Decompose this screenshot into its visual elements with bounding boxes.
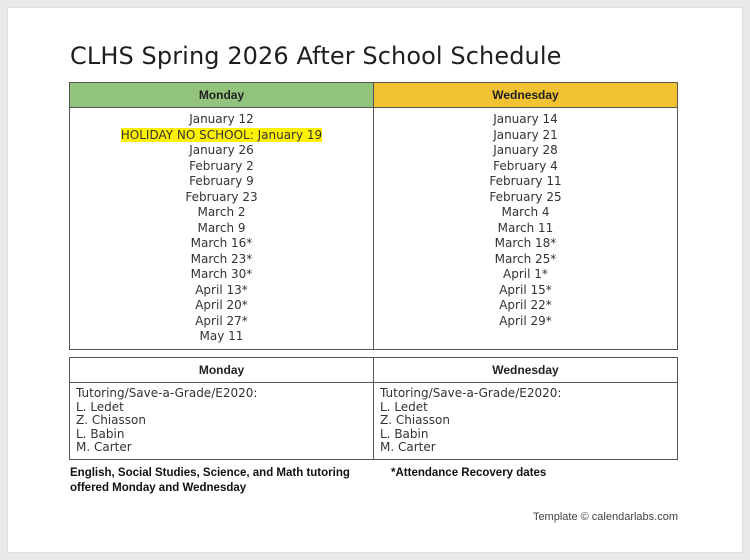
tutoring-monday-cell xyxy=(70,383,374,460)
teacher-name: L. Ledet xyxy=(380,399,428,414)
tutoring-table xyxy=(69,357,678,460)
date-item: January 12 xyxy=(189,112,254,126)
holiday-highlight: HOLIDAY NO SCHOOL: January 19 xyxy=(120,127,323,142)
date-item: April 20* xyxy=(195,298,248,312)
tutoring-monday-header: Monday xyxy=(70,358,374,383)
date-item: March 16* xyxy=(190,236,253,250)
teacher-name: Z. Chiasson xyxy=(76,413,146,427)
date-item: April 13* xyxy=(195,282,248,297)
page-title: CLHS Spring 2026 After School Schedule xyxy=(70,42,562,70)
date-item: February 4 xyxy=(493,158,558,173)
date-item: April 29* xyxy=(499,313,552,328)
monday-header: Monday xyxy=(70,83,374,108)
date-item: February 9 xyxy=(189,174,254,188)
tutoring-wednesday-cell xyxy=(374,383,678,460)
holiday-date-item xyxy=(70,128,373,144)
date-item: March 25* xyxy=(494,251,557,266)
document-page xyxy=(8,8,742,552)
date-item: February 23 xyxy=(185,189,258,204)
wednesday-date-list xyxy=(374,112,677,329)
date-item: May 11 xyxy=(199,329,244,343)
tutoring-program: Tutoring/Save-a-Grade/E2020: xyxy=(76,386,258,400)
date-item: March 2 xyxy=(197,205,246,219)
tutoring-note: English, Social Studies, Science, and Math tutoring offered Monday and Wednesday xyxy=(70,467,350,494)
date-item: March 23* xyxy=(190,251,253,266)
date-item: March 11 xyxy=(497,220,554,235)
teacher-name: M. Carter xyxy=(380,440,436,454)
date-item: February 2 xyxy=(189,158,254,173)
date-item: April 1* xyxy=(503,267,548,281)
date-item: February 11 xyxy=(489,174,562,188)
attendance-note: *Attendance Recovery dates xyxy=(391,467,547,479)
date-item: January 26 xyxy=(189,143,254,157)
template-credit: Template © calendarlabs.com xyxy=(532,511,678,523)
teacher-name: Z. Chiasson xyxy=(380,413,450,427)
date-item: April 22* xyxy=(499,298,552,312)
schedule-table xyxy=(69,82,678,350)
wednesday-header: Wednesday xyxy=(373,83,677,108)
teacher-name: L. Babin xyxy=(76,426,125,441)
date-item: January 21 xyxy=(493,127,558,142)
monday-dates-cell xyxy=(70,108,374,350)
wednesday-dates-cell xyxy=(373,108,677,350)
date-item: February 25 xyxy=(489,189,562,204)
date-item: April 27* xyxy=(195,313,248,328)
tutoring-program: Tutoring/Save-a-Grade/E2020: xyxy=(380,386,562,400)
monday-date-list xyxy=(70,112,373,345)
date-item: April 15* xyxy=(499,282,552,297)
teacher-name: L. Ledet xyxy=(76,399,124,414)
date-item: January 14 xyxy=(493,112,558,126)
teacher-name: L. Babin xyxy=(380,426,429,441)
date-item: March 18* xyxy=(494,236,557,250)
date-item: January 28 xyxy=(493,143,558,157)
date-item: March 4 xyxy=(501,205,550,219)
date-item: March 9 xyxy=(197,220,246,235)
teacher-name: M. Carter xyxy=(76,440,132,454)
tutoring-wednesday-header: Wednesday xyxy=(374,358,678,383)
date-item: March 30* xyxy=(190,267,253,281)
